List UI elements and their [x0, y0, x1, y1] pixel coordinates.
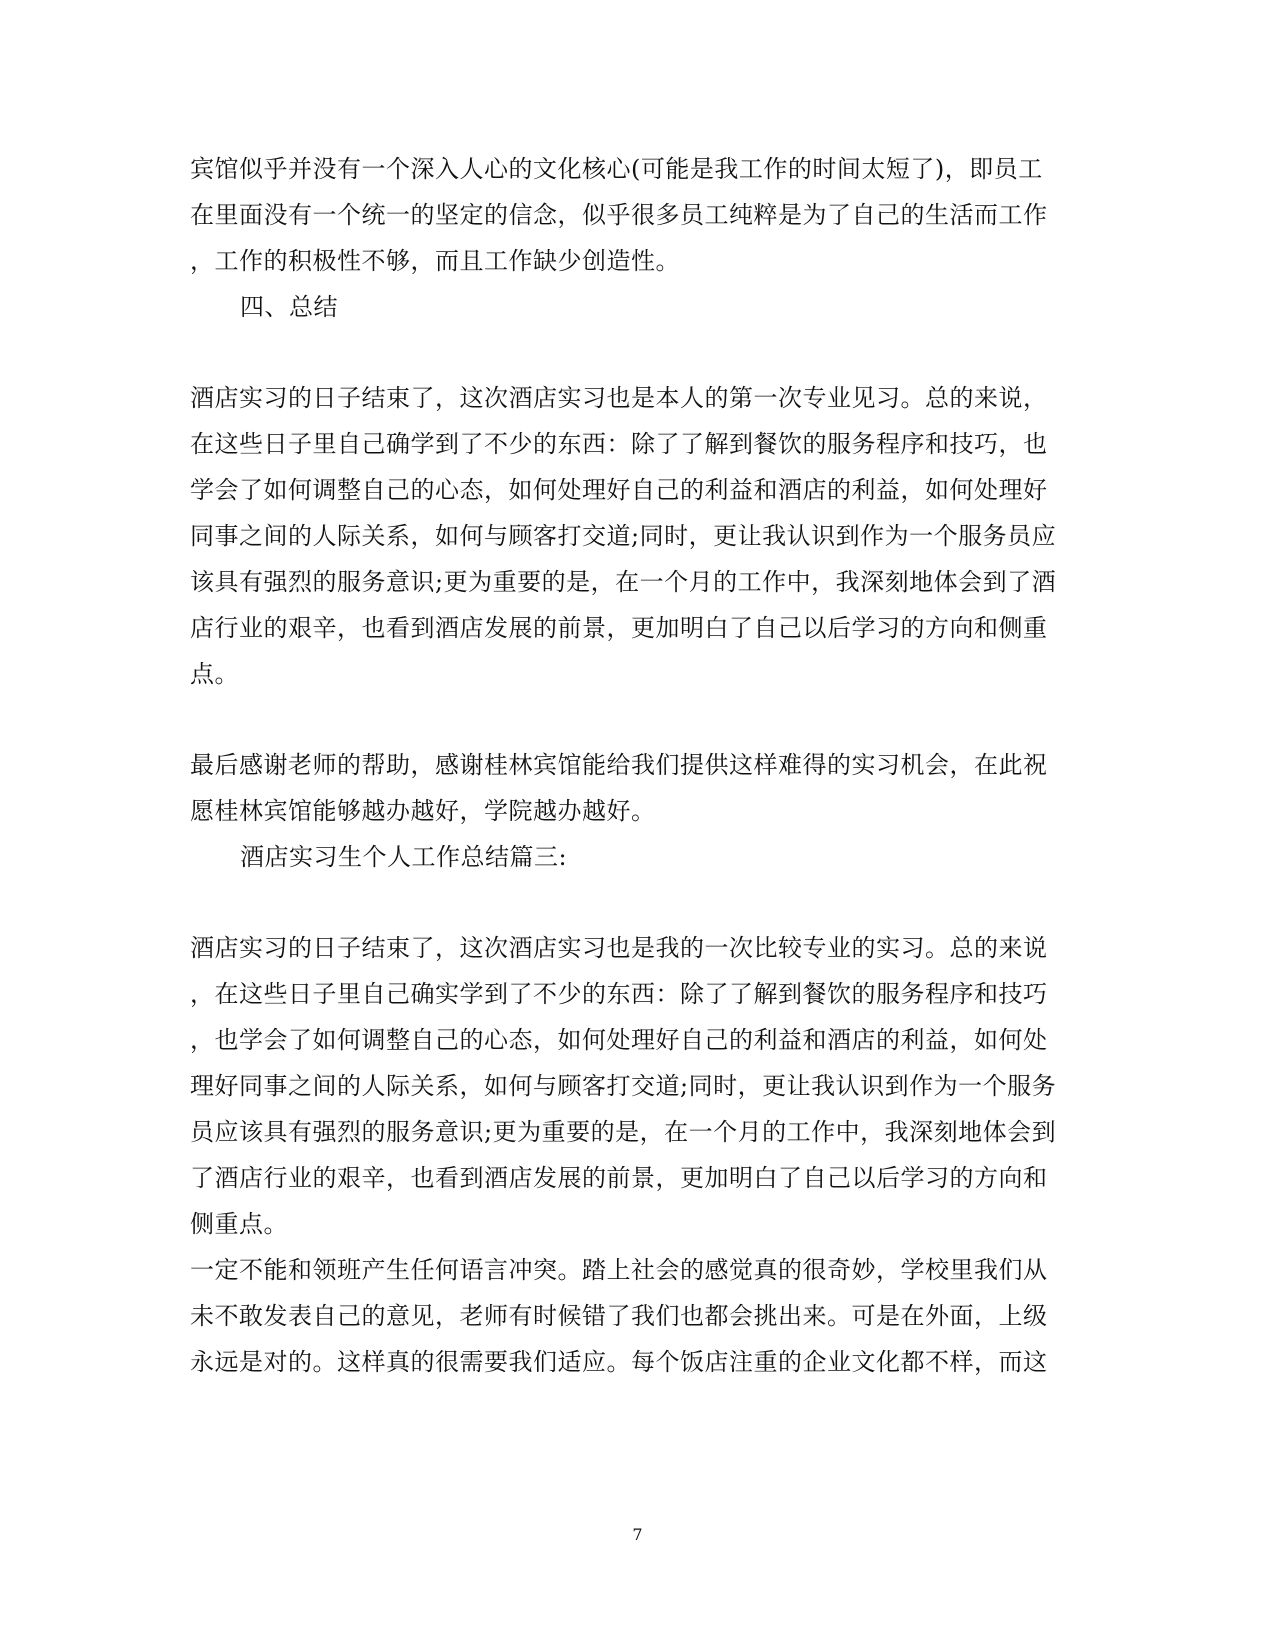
paragraph-line: ，在这些日子里自己确实学到了不少的东西：除了了解到餐饮的服务程序和技巧: [190, 980, 1048, 1008]
paragraph-line: 酒店实习的日子结束了，这次酒店实习也是本人的第一次专业见习。总的来说，: [190, 384, 1048, 412]
paragraph-line: 在里面没有一个统一的坚定的信念，似乎很多员工纯粹是为了自己的生活而工作: [190, 201, 1048, 229]
paragraph-line: 在这些日子里自己确学到了不少的东西：除了了解到餐饮的服务程序和技巧，也: [190, 430, 1048, 458]
paragraph-line: 永远是对的。这样真的很需要我们适应。每个饭店注重的企业文化都不样，而这: [190, 1348, 1048, 1376]
paragraph-line: 未不敢发表自己的意见，老师有时候错了我们也都会挑出来。可是在外面，上级: [190, 1302, 1048, 1330]
paragraph-line: 员应该具有强烈的服务意识;更为重要的是，在一个月的工作中，我深刻地体会到: [190, 1118, 1057, 1146]
paragraph-line: 该具有强烈的服务意识;更为重要的是，在一个月的工作中，我深刻地体会到了酒: [190, 568, 1057, 596]
paragraph-line: 侧重点。: [190, 1210, 288, 1238]
paragraph-line: 学会了如何调整自己的心态，如何处理好自己的利益和酒店的利益，如何处理好: [190, 476, 1048, 504]
section-heading-part3: 酒店实习生个人工作总结篇三:: [240, 843, 568, 871]
section-heading-summary: 四、总结: [240, 293, 338, 321]
paragraph-line: ，工作的积极性不够，而且工作缺少创造性。: [190, 247, 680, 275]
paragraph-line: 宾馆似乎并没有一个深入人心的文化核心(可能是我工作的时间太短了)，即员工: [190, 155, 1043, 183]
paragraph-line: 了酒店行业的艰辛，也看到酒店发展的前景，更加明白了自己以后学习的方向和: [190, 1164, 1048, 1192]
paragraph-line: 最后感谢老师的帮助，感谢桂林宾馆能给我们提供这样难得的实习机会，在此祝: [190, 751, 1048, 779]
paragraph-line: 愿桂林宾馆能够越办越好，学院越办越好。: [190, 797, 656, 825]
paragraph-line: 酒店实习的日子结束了，这次酒店实习也是我的一次比较专业的实习。总的来说: [190, 934, 1048, 962]
paragraph-line: 理好同事之间的人际关系，如何与顾客打交道;同时，更让我认识到作为一个服务: [190, 1072, 1057, 1100]
paragraph-line: 点。: [190, 660, 239, 688]
paragraph-line: 一定不能和领班产生任何语言冲突。踏上社会的感觉真的很奇妙，学校里我们从: [190, 1256, 1048, 1284]
page-number: 7: [632, 1525, 643, 1544]
paragraph-line: ，也学会了如何调整自己的心态，如何处理好自己的利益和酒店的利益，如何处: [190, 1026, 1048, 1054]
paragraph-line: 同事之间的人际关系，如何与顾客打交道;同时，更让我认识到作为一个服务员应: [190, 522, 1057, 550]
paragraph-line: 店行业的艰辛，也看到酒店发展的前景，更加明白了自己以后学习的方向和侧重: [190, 614, 1048, 642]
